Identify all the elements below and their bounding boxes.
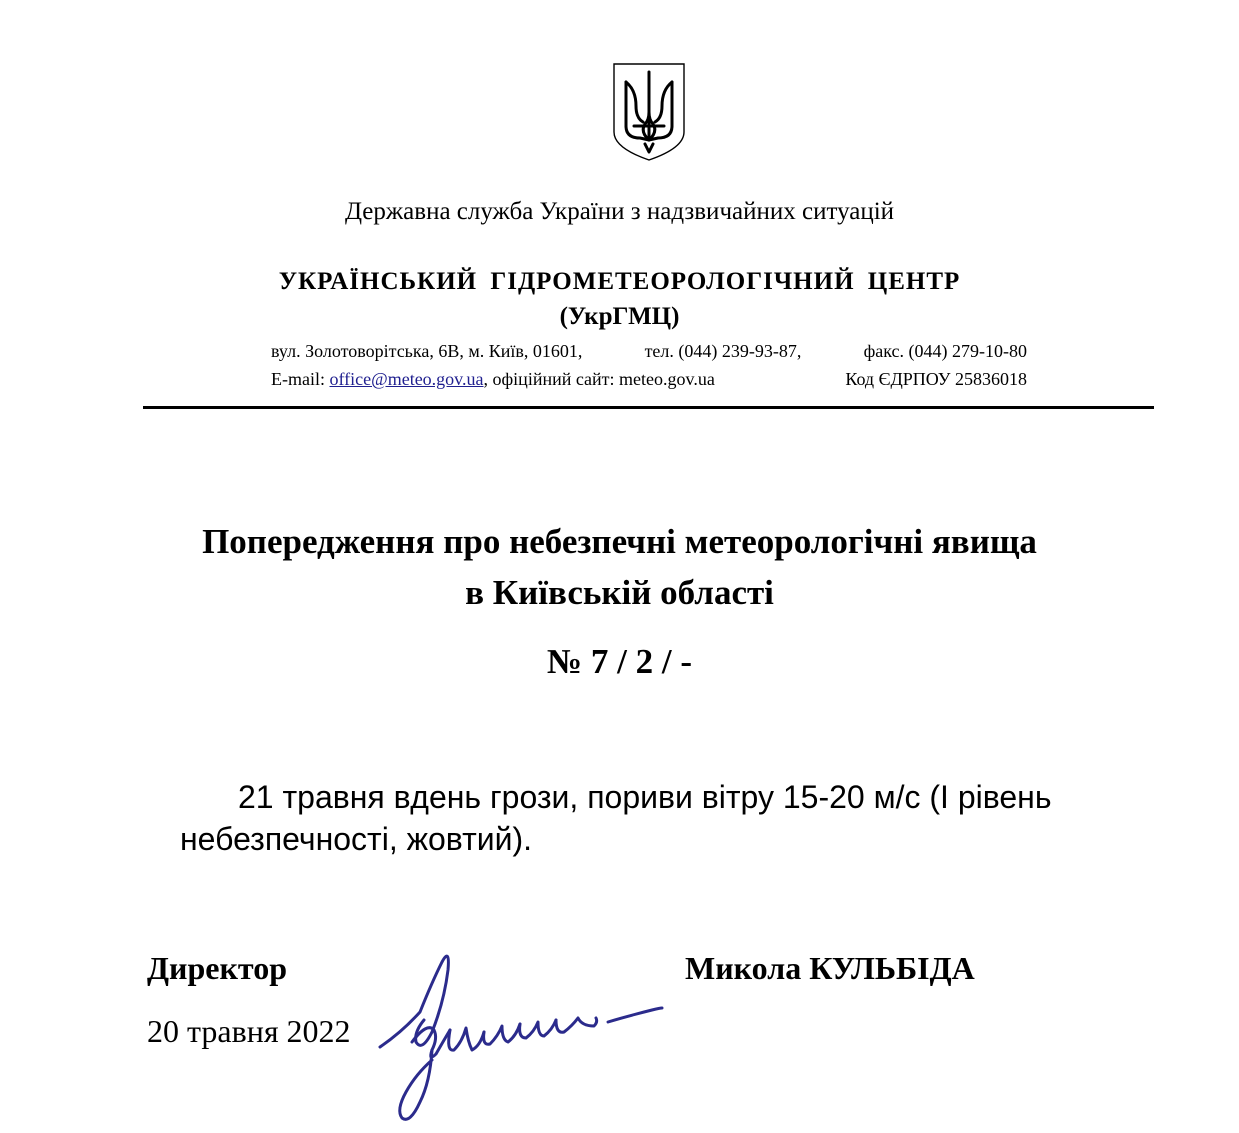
handwritten-signature — [372, 942, 664, 1132]
warning-text-line-1: 21 травня вдень грози, пориви вітру 15-20 м/с (І рівень — [238, 779, 1052, 815]
signature-date: 20 травня 2022 — [147, 1013, 351, 1049]
phone: тел. (044) 239-93-87, — [644, 341, 802, 361]
document-title-line-1: Попередження про небезпечні метеорологічні явища — [202, 522, 1037, 561]
signatory-position: Директор — [147, 950, 287, 986]
address: вул. Золотоворітська, 6В, м. Київ, 01601, — [271, 341, 583, 361]
document-title-line-2: в Київській області — [465, 573, 774, 612]
contact-line-email — [271, 369, 1027, 390]
center-name: УКРАЇНСЬКИЙ ГІДРОМЕТЕОРОЛОГІЧНИЙ ЦЕНТР — [278, 268, 961, 295]
coat-of-arms-icon — [612, 62, 686, 162]
agency-name: Державна служба України з надзвичайних ситуацій — [344, 198, 895, 225]
site-text: , офіційний сайт: meteo.gov.ua — [483, 369, 715, 389]
center-abbreviation: (УкрГМЦ) — [559, 303, 680, 330]
email-link[interactable]: office@meteo.gov.ua — [329, 369, 484, 389]
email-label: E-mail: — [271, 369, 325, 389]
contact-line-address — [271, 341, 1027, 362]
document-number: № 7 / 2 / - — [546, 642, 693, 681]
warning-text-line-2: небезпечності, жовтий). — [180, 821, 533, 857]
edrpou-code: Код ЄДРПОУ 25836018 — [845, 369, 1027, 389]
signatory-name: Микола КУЛЬБІДА — [685, 950, 975, 986]
header-divider — [143, 406, 1154, 409]
fax: факс. (044) 279-10-80 — [863, 341, 1027, 361]
email-site-group — [271, 369, 715, 390]
